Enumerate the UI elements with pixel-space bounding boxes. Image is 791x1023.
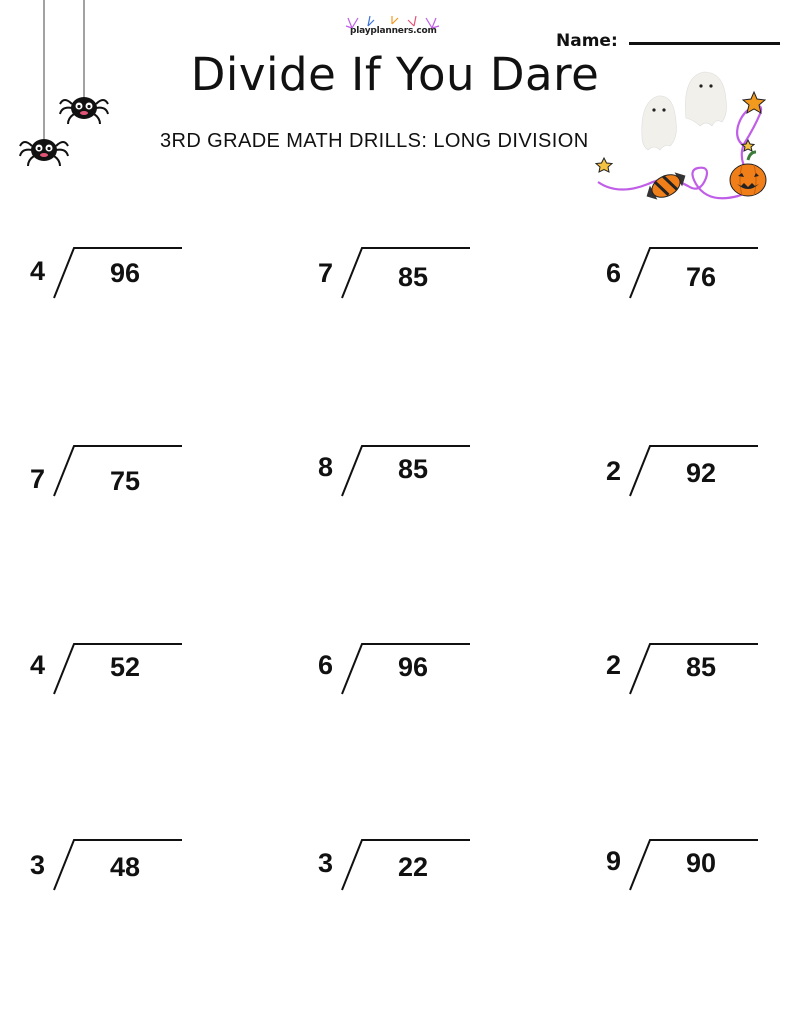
- star-icon: [742, 140, 754, 151]
- division-problem: [318, 444, 518, 514]
- page-subtitle: 3RD GRADE MATH DRILLS: LONG DIVISION: [160, 130, 589, 152]
- division-problem: [30, 246, 230, 316]
- dividend: 92: [686, 458, 717, 488]
- divisor: 4: [30, 650, 46, 680]
- spider-icon: [60, 97, 108, 124]
- dividend: 52: [110, 652, 141, 682]
- divisor: 9: [606, 846, 622, 876]
- division-problem: [606, 444, 791, 514]
- ghost-icon: [685, 72, 726, 126]
- divisor: 6: [606, 258, 622, 288]
- name-label: Name:: [556, 31, 618, 51]
- division-problem: [30, 642, 230, 712]
- dividend: 90: [686, 848, 717, 878]
- dividend: 85: [398, 454, 429, 484]
- spiders-decoration: [14, 0, 114, 180]
- dividend: 85: [686, 652, 717, 682]
- division-problem: [606, 642, 791, 712]
- dividend: 96: [398, 652, 429, 682]
- pumpkin-icon: [730, 152, 766, 196]
- division-problem: [30, 838, 230, 908]
- divisor: 7: [30, 464, 46, 494]
- division-problem: [318, 642, 518, 712]
- divisor: 4: [30, 256, 46, 286]
- divisor: 2: [606, 456, 622, 486]
- logo-text: playplanners.com: [350, 26, 437, 36]
- site-logo: [344, 14, 440, 40]
- dividend: 85: [398, 262, 429, 292]
- dividend: 48: [110, 852, 141, 882]
- dividend: 76: [686, 262, 717, 292]
- division-problem: [30, 444, 230, 514]
- star-icon: [596, 158, 612, 172]
- division-problem: [318, 838, 518, 908]
- dividend: 22: [398, 852, 429, 882]
- candy-icon: [642, 167, 690, 205]
- division-problem: [606, 838, 791, 908]
- division-problem: [318, 246, 518, 316]
- spider-icon: [20, 139, 68, 166]
- ghost-icon: [642, 96, 677, 150]
- divisor: 8: [318, 452, 334, 482]
- dividend: 75: [110, 466, 141, 496]
- divisor: 7: [318, 258, 334, 288]
- name-field[interactable]: [629, 42, 780, 45]
- halloween-decoration: [588, 66, 778, 212]
- page-title: Divide If You Dare: [190, 48, 600, 101]
- divisor: 2: [606, 650, 622, 680]
- divisor: 6: [318, 650, 334, 680]
- divisor: 3: [318, 848, 334, 878]
- divisor: 3: [30, 850, 46, 880]
- dividend: 96: [110, 258, 141, 288]
- division-problem: [606, 246, 791, 316]
